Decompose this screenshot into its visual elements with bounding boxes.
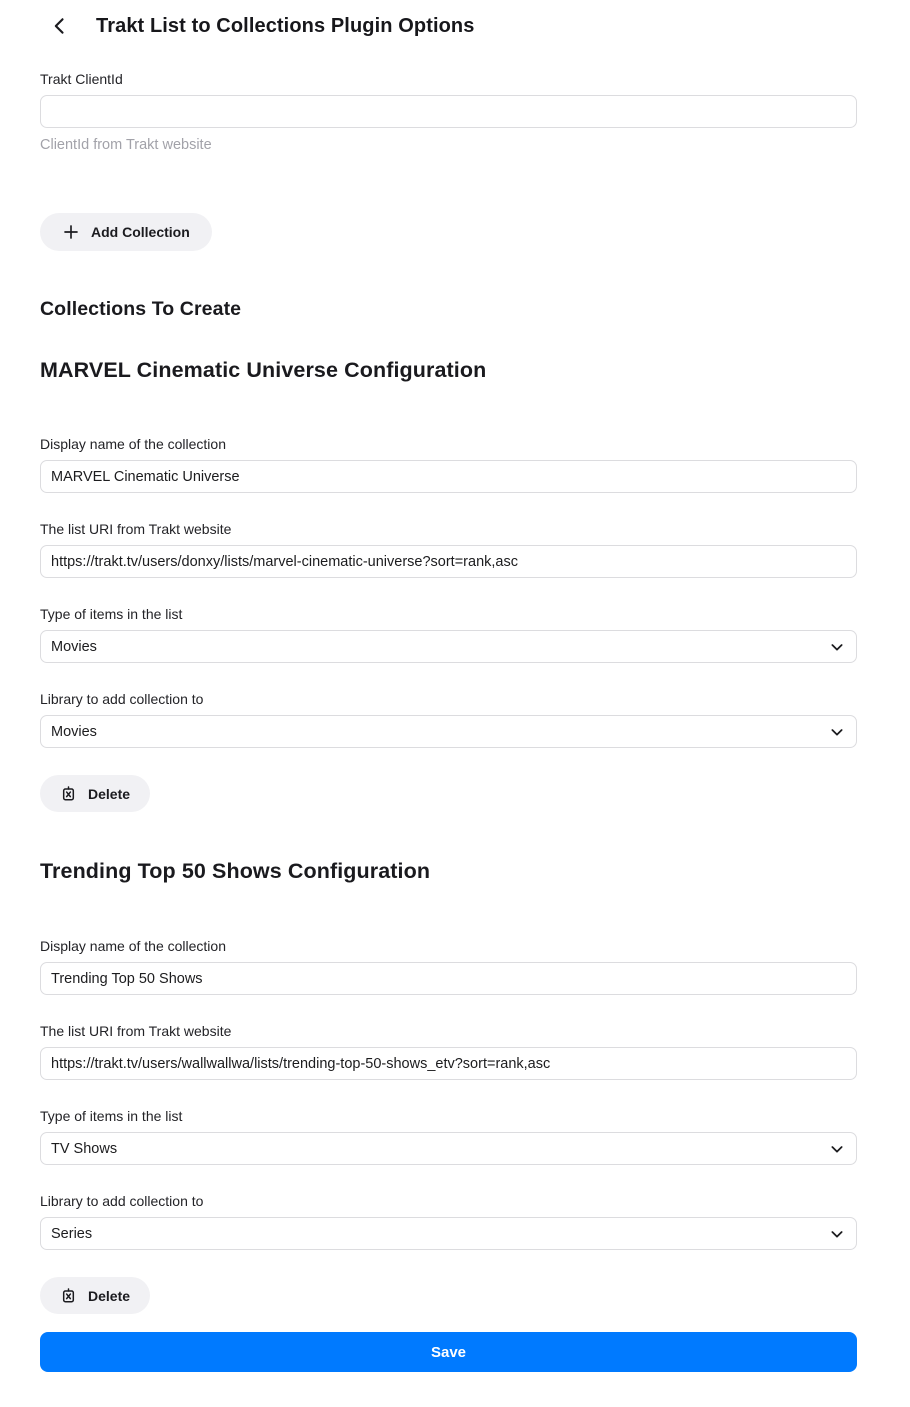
- item-type-selected-value: TV Shows: [51, 1140, 118, 1157]
- delete-collection-button[interactable]: [40, 775, 150, 812]
- library-label: Library to add collection to: [40, 691, 204, 707]
- chevron-left-icon: [50, 16, 70, 36]
- back-button[interactable]: [46, 12, 74, 40]
- library-selected-value: Movies: [51, 723, 97, 740]
- library-selected-value: Series: [51, 1225, 93, 1242]
- add-collection-label: Add Collection: [91, 224, 190, 240]
- item-type-label: Type of items in the list: [40, 606, 183, 622]
- client-id-field: [40, 70, 857, 153]
- item-type-field: [40, 1107, 857, 1165]
- delete-button-label: Delete: [88, 1287, 131, 1304]
- client-id-input[interactable]: [40, 95, 857, 128]
- display-name-field: [40, 937, 857, 995]
- list-uri-input[interactable]: [40, 1047, 857, 1080]
- item-type-select[interactable]: [40, 630, 857, 663]
- display-name-label: Display name of the collection: [40, 436, 226, 452]
- save-button[interactable]: Save: [40, 1332, 857, 1372]
- library-field: [40, 1192, 857, 1250]
- display-name-input[interactable]: [40, 460, 857, 493]
- add-collection-button[interactable]: [40, 213, 212, 251]
- list-uri-label: The list URI from Trakt website: [40, 1023, 232, 1039]
- trash-x-icon: [60, 785, 77, 802]
- page-title: Trakt List to Collections Plugin Options: [96, 14, 475, 37]
- list-uri-field: [40, 1022, 857, 1080]
- item-type-selected-value: Movies: [51, 638, 97, 655]
- trash-x-icon: [60, 1287, 77, 1304]
- delete-collection-button[interactable]: [40, 1277, 150, 1314]
- plugin-options-page: [40, 0, 857, 1407]
- item-type-label: Type of items in the list: [40, 1108, 183, 1124]
- list-uri-field: [40, 520, 857, 578]
- chevron-down-icon: [829, 1226, 845, 1242]
- library-field: [40, 690, 857, 748]
- page-header: [40, 12, 857, 40]
- library-label: Library to add collection to: [40, 1193, 204, 1209]
- display-name-input[interactable]: [40, 962, 857, 995]
- item-type-select[interactable]: [40, 1132, 857, 1165]
- chevron-down-icon: [829, 1141, 845, 1157]
- display-name-label: Display name of the collection: [40, 938, 226, 954]
- collection-config-0: [40, 435, 857, 812]
- plus-icon: [62, 223, 80, 241]
- collections-to-create-heading: Collections To Create: [40, 298, 242, 320]
- client-id-label: Trakt ClientId: [40, 71, 123, 87]
- library-select[interactable]: [40, 715, 857, 748]
- display-name-field: [40, 435, 857, 493]
- collection-config-heading: Trending Top 50 Shows Configuration: [40, 859, 431, 883]
- chevron-down-icon: [829, 639, 845, 655]
- chevron-down-icon: [829, 724, 845, 740]
- client-id-helper: ClientId from Trakt website: [40, 137, 212, 153]
- item-type-field: [40, 605, 857, 663]
- list-uri-input[interactable]: [40, 545, 857, 578]
- library-select[interactable]: [40, 1217, 857, 1250]
- collection-config-heading: MARVEL Cinematic Universe Configuration: [40, 358, 487, 382]
- collection-config-1: [40, 937, 857, 1314]
- list-uri-label: The list URI from Trakt website: [40, 521, 232, 537]
- delete-button-label: Delete: [88, 785, 131, 802]
